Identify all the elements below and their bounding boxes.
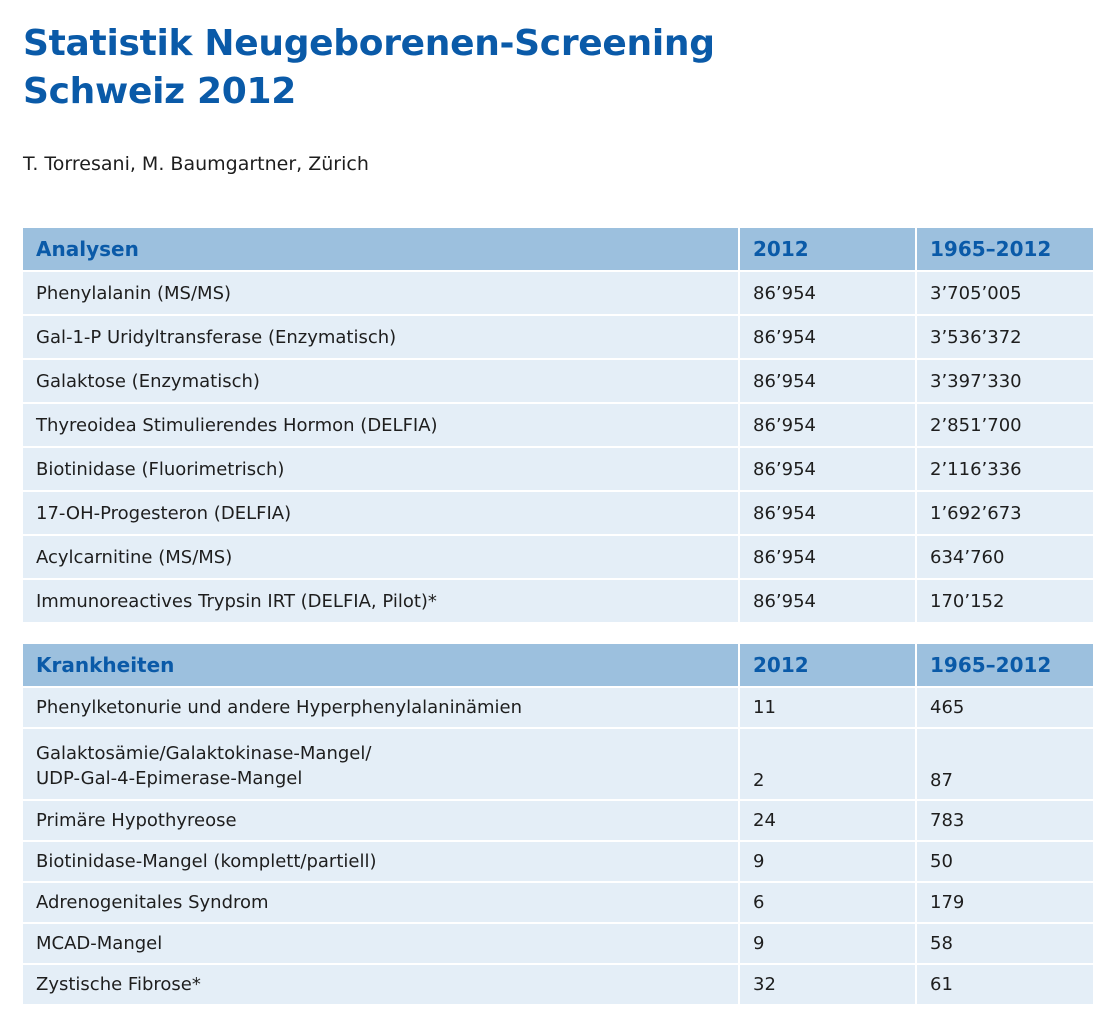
count-2012: 86’954: [739, 403, 916, 447]
analysis-label: Acylcarnitine (MS/MS): [23, 535, 739, 579]
disease-label: Primäre Hypothyreose: [23, 800, 739, 841]
analysis-label: Immunoreactives Trypsin IRT (DELFIA, Pilot)*: [23, 579, 739, 622]
column-header-1965-2012: 1965–2012: [916, 228, 1093, 271]
analysis-label: Biotinidase (Fluorimetrisch): [23, 447, 739, 491]
disease-label: MCAD-Mangel: [23, 923, 739, 964]
cases-total: 783: [916, 800, 1093, 841]
analysis-label: Phenylalanin (MS/MS): [23, 271, 739, 315]
count-total: 2’851’700: [916, 403, 1093, 447]
table-row: [23, 841, 1093, 882]
authors: T. Torresani, M. Baumgartner, Zürich: [23, 153, 369, 175]
page-title: [23, 20, 715, 116]
count-2012: 86’954: [739, 447, 916, 491]
count-2012: 86’954: [739, 359, 916, 403]
table-row: [23, 882, 1093, 923]
cases-total: 465: [916, 687, 1093, 728]
column-header-2012: 2012: [739, 644, 916, 687]
disease-label-line-2: UDP-Gal-4-Epimerase-Mangel: [36, 768, 303, 789]
table-row: [23, 403, 1093, 447]
table-row: [23, 271, 1093, 315]
count-total: 2’116’336: [916, 447, 1093, 491]
title-line-2: Schweiz 2012: [23, 71, 296, 112]
cases-2012: 9: [739, 923, 916, 964]
disease-label: [23, 728, 739, 800]
cases-total: 50: [916, 841, 1093, 882]
table-row: [23, 923, 1093, 964]
count-2012: 86’954: [739, 579, 916, 622]
disease-label: Biotinidase-Mangel (komplett/partiell): [23, 841, 739, 882]
cases-total: 87: [916, 728, 1093, 800]
table-row: [23, 579, 1093, 622]
table-header-row: [23, 228, 1093, 271]
analysis-label: Gal-1-P Uridyltransferase (Enzymatisch): [23, 315, 739, 359]
cases-total: 179: [916, 882, 1093, 923]
count-2012: 86’954: [739, 491, 916, 535]
count-total: 3’536’372: [916, 315, 1093, 359]
cases-total: 58: [916, 923, 1093, 964]
disease-label-line-1: Galaktosämie/Galaktokinase-Mangel/: [36, 743, 372, 764]
analysis-label: Thyreoidea Stimulierendes Hormon (DELFIA): [23, 403, 739, 447]
analysen-table: [23, 228, 1093, 622]
disease-label: Phenylketonurie und andere Hyperphenylalaninämien: [23, 687, 739, 728]
cases-2012: 2: [739, 728, 916, 800]
title-line-1: Statistik Neugeborenen-Screening: [23, 23, 715, 64]
count-2012: 86’954: [739, 271, 916, 315]
table-row: [23, 800, 1093, 841]
cases-2012: 32: [739, 964, 916, 1004]
disease-label: Adrenogenitales Syndrom: [23, 882, 739, 923]
column-header-krankheiten: Krankheiten: [23, 644, 739, 687]
count-total: 1’692’673: [916, 491, 1093, 535]
column-header-2012: 2012: [739, 228, 916, 271]
analysis-label: 17-OH-Progesteron (DELFIA): [23, 491, 739, 535]
cases-2012: 6: [739, 882, 916, 923]
table-row: [23, 687, 1093, 728]
table-row: [23, 359, 1093, 403]
column-header-1965-2012: 1965–2012: [916, 644, 1093, 687]
cases-2012: 11: [739, 687, 916, 728]
cases-2012: 9: [739, 841, 916, 882]
table-row: [23, 964, 1093, 1004]
count-total: 170’152: [916, 579, 1093, 622]
table-row: [23, 491, 1093, 535]
table-row: [23, 315, 1093, 359]
table-row: [23, 728, 1093, 800]
count-2012: 86’954: [739, 315, 916, 359]
count-total: 3’397’330: [916, 359, 1093, 403]
count-total: 3’705’005: [916, 271, 1093, 315]
cases-2012: 24: [739, 800, 916, 841]
count-2012: 86’954: [739, 535, 916, 579]
krankheiten-table: [23, 644, 1093, 1004]
column-header-analysen: Analysen: [23, 228, 739, 271]
disease-label: Zystische Fibrose*: [23, 964, 739, 1004]
count-total: 634’760: [916, 535, 1093, 579]
table-row: [23, 447, 1093, 491]
cases-total: 61: [916, 964, 1093, 1004]
table-header-row: [23, 644, 1093, 687]
table-row: [23, 535, 1093, 579]
analysis-label: Galaktose (Enzymatisch): [23, 359, 739, 403]
